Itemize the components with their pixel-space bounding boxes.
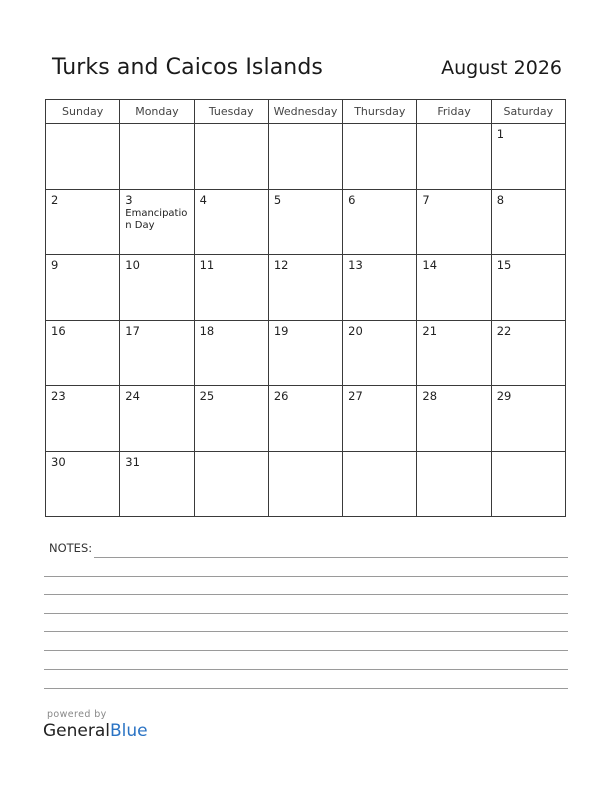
day-number: 16	[51, 323, 66, 338]
weekday-wednesday: Wednesday	[268, 100, 342, 124]
calendar-day-cell[interactable]	[343, 189, 417, 255]
weekday-thursday: Thursday	[343, 100, 417, 124]
calendar-day-cell[interactable]	[417, 320, 491, 386]
day-number	[46, 124, 119, 127]
day-number: 31	[125, 454, 140, 469]
calendar-week-row	[46, 124, 566, 190]
calendar-day-cell[interactable]	[417, 124, 491, 190]
day-number	[417, 124, 490, 127]
calendar-day-cell[interactable]	[120, 451, 194, 517]
day-number: 5	[273, 192, 282, 207]
notes-line	[44, 688, 568, 689]
day-number	[195, 452, 268, 455]
powered-by-text: powered by	[47, 709, 107, 720]
calendar-day-cell[interactable]	[491, 320, 565, 386]
day-number: 9	[51, 258, 59, 272]
calendar-day-cell[interactable]	[268, 386, 342, 452]
calendar-day-cell[interactable]	[343, 320, 417, 386]
calendar-day-cell[interactable]	[194, 255, 268, 321]
calendar-day-cell[interactable]	[417, 451, 491, 517]
day-number: 7	[422, 192, 430, 207]
day-number	[269, 452, 342, 455]
calendar-week-row	[46, 451, 566, 517]
calendar-day-cell[interactable]	[268, 189, 342, 255]
calendar-body	[46, 124, 566, 517]
calendar-day-cell[interactable]	[417, 386, 491, 452]
day-number: 24	[125, 389, 140, 403]
calendar-week-row	[46, 386, 566, 452]
calendar-day-cell[interactable]	[491, 124, 565, 190]
notes-line	[44, 576, 568, 577]
day-number: 4	[199, 192, 207, 207]
weekday-saturday: Saturday	[491, 100, 565, 124]
calendar-day-cell[interactable]	[120, 255, 194, 321]
calendar-day-cell[interactable]	[194, 320, 268, 386]
day-number: 11	[199, 258, 215, 272]
brand-general: General	[43, 721, 110, 741]
weekday-sunday: Sunday	[46, 100, 120, 124]
day-number: 3	[125, 192, 133, 207]
calendar-day-cell[interactable]	[268, 124, 342, 190]
day-number	[343, 452, 416, 455]
calendar-day-cell[interactable]	[491, 386, 565, 452]
calendar-month: August 2026	[441, 57, 562, 79]
calendar-day-cell[interactable]	[46, 189, 120, 255]
calendar-day-cell[interactable]	[120, 320, 194, 386]
weekday-monday: Monday	[120, 100, 194, 124]
notes-line	[44, 631, 568, 632]
day-number	[269, 124, 342, 127]
day-number: 21	[422, 323, 438, 338]
calendar-day-cell[interactable]	[491, 189, 565, 255]
calendar-day-cell[interactable]	[46, 255, 120, 321]
calendar-week-row	[46, 255, 566, 321]
day-number: 27	[348, 389, 363, 403]
calendar-day-cell[interactable]	[343, 255, 417, 321]
day-number: 17	[125, 323, 140, 338]
calendar-day-cell[interactable]	[343, 386, 417, 452]
calendar-day-cell[interactable]	[343, 451, 417, 517]
calendar-day-cell[interactable]	[46, 124, 120, 190]
calendar-day-cell[interactable]	[194, 189, 268, 255]
calendar-day-cell[interactable]	[268, 255, 342, 321]
day-number	[120, 124, 193, 127]
weekday-header-row	[46, 100, 566, 124]
day-number	[417, 452, 490, 455]
notes-label: NOTES:	[49, 541, 93, 555]
notes-line	[44, 613, 568, 614]
calendar-day-cell[interactable]	[194, 451, 268, 517]
day-number: 22	[496, 323, 512, 338]
day-number: 1	[496, 127, 505, 141]
notes-line	[44, 650, 568, 651]
calendar-day-cell[interactable]	[343, 124, 417, 190]
notes-line	[94, 557, 568, 558]
day-number: 30	[51, 454, 66, 469]
calendar-day-cell[interactable]	[268, 320, 342, 386]
calendar-day-cell[interactable]	[120, 386, 194, 452]
calendar-day-cell[interactable]	[46, 451, 120, 517]
calendar-day-cell[interactable]	[417, 189, 491, 255]
day-number: 6	[348, 192, 356, 207]
day-number: 20	[348, 323, 363, 338]
day-number: 25	[199, 389, 215, 403]
day-number	[195, 124, 268, 127]
calendar-day-cell[interactable]	[46, 320, 120, 386]
day-number: 8	[496, 192, 505, 207]
calendar-day-cell[interactable]	[120, 189, 194, 255]
day-number: 28	[422, 389, 438, 403]
brand-logo[interactable]	[43, 721, 148, 741]
calendar-day-cell[interactable]	[268, 451, 342, 517]
notes-line	[44, 669, 568, 670]
calendar-week-row	[46, 320, 566, 386]
weekday-friday: Friday	[417, 100, 491, 124]
day-number: 29	[496, 389, 512, 403]
calendar-week-row	[46, 189, 566, 255]
calendar-day-cell[interactable]	[491, 451, 565, 517]
day-number: 14	[422, 258, 438, 272]
day-number: 23	[51, 389, 66, 403]
calendar-day-cell[interactable]	[46, 386, 120, 452]
calendar-title: Turks and Caicos Islands	[52, 55, 323, 80]
day-number	[343, 124, 416, 127]
holiday-label: Emancipation Day	[125, 207, 188, 231]
calendar-day-cell[interactable]	[417, 255, 491, 321]
calendar-day-cell[interactable]	[194, 124, 268, 190]
day-number: 2	[51, 192, 59, 207]
day-number: 10	[125, 258, 140, 272]
day-number: 26	[273, 389, 289, 403]
day-number: 13	[348, 258, 363, 272]
day-number	[492, 452, 565, 455]
calendar-grid	[45, 99, 566, 517]
calendar-day-cell[interactable]	[194, 386, 268, 452]
weekday-tuesday: Tuesday	[194, 100, 268, 124]
calendar-day-cell[interactable]	[120, 124, 194, 190]
day-number: 18	[199, 323, 215, 338]
calendar-day-cell[interactable]	[491, 255, 565, 321]
day-number: 19	[273, 323, 289, 338]
day-number: 12	[273, 258, 289, 272]
notes-line	[44, 594, 568, 595]
day-number: 15	[496, 258, 512, 272]
brand-blue: Blue	[110, 721, 148, 741]
